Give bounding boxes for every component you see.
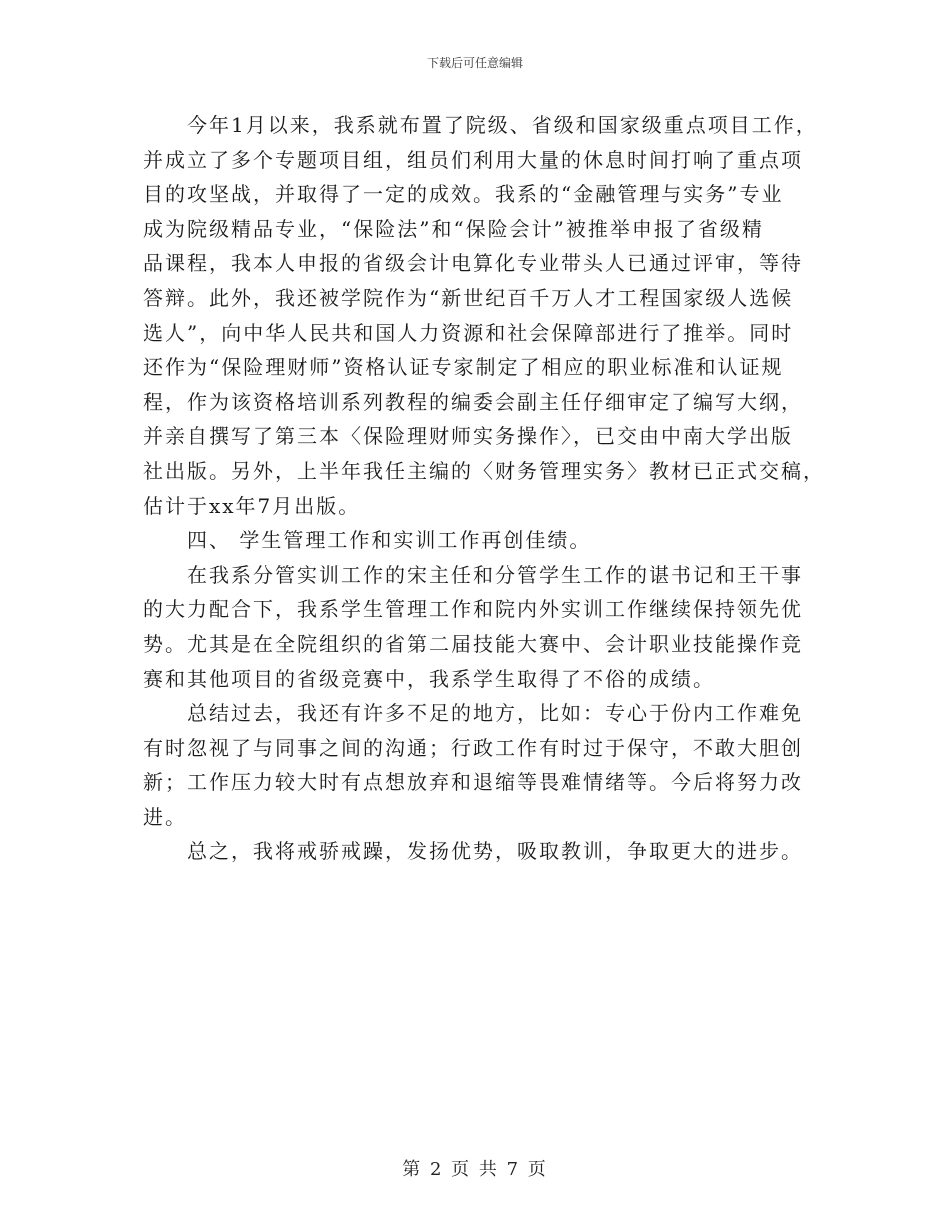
text-line: 势。尤其是在全院组织的省第二届技能大赛中、会计职业技能操作竞 [143, 631, 803, 656]
text-line: 品课程，我本人申报的省级会计电算化专业带头人已通过评审，等待 [143, 251, 803, 276]
text-line: 有时忽视了与同事之间的沟通；行政工作有时过于保守，不敢大胆创 [143, 735, 803, 760]
text-line: 程，作为该资格培训系列教程的编委会副主任仔细审定了编写大纲， [143, 389, 803, 414]
text-line: 总结过去，我还有许多不足的地方，比如：专心于份内工作难免 [187, 701, 803, 726]
text-line: 今年1月以来，我系就布置了院级、省级和国家级重点项目工作， [187, 113, 818, 137]
text-line: 并成立了多个专题项目组，组员们利用大量的休息时间打响了重点项 [143, 147, 803, 172]
text-line: 的大力配合下，我系学生管理工作和院内外实训工作继续保持领先优 [143, 597, 803, 622]
text-line: 新；工作压力较大时有点想放弃和退缩等畏难情绪等。今后将努力改 [143, 770, 803, 795]
text-line: 成为院级精品专业，“保险法”和“保险会计”被推举申报了省级精 [143, 216, 764, 241]
page-header: 下载后可任意编辑 [426, 56, 523, 70]
text-line: 还作为“保险理财师”资格认证专家制定了相应的职业标准和认证规 [143, 355, 784, 380]
text-line: 社出版。另外，上半年我任主编的〈财务管理实务〉教材已正式交稿， [143, 458, 825, 483]
paragraph-projects [143, 108, 825, 523]
document-body [143, 108, 825, 869]
text-line: 估计于xx年7月出版。 [143, 493, 361, 518]
text-line: 进。 [143, 804, 187, 829]
text-line: 并亲自撰写了第三本〈保险理财师实务操作〉，已交由中南大学出版 [143, 424, 793, 449]
text-line: 选人”，向中华人民共和国人力资源和社会保障部进行了推举。同时 [143, 320, 794, 345]
text-line: 赛和其他项目的省级竞赛中，我系学生取得了不俗的成绩。 [143, 666, 715, 691]
page-number: 第 2 页 共 7 页 [402, 1159, 548, 1180]
paragraph-student-management [143, 558, 815, 696]
text-line: 总之，我将戒骄戒躁，发扬优势，吸取教训，争取更大的进步。 [187, 839, 803, 864]
paragraph-shortcomings [143, 696, 815, 834]
text-line: 答辩。此外，我还被学院作为“新世纪百千万人才工程国家级人选候 [143, 285, 794, 310]
section-heading [143, 523, 815, 558]
text-line: 四、 学生管理工作和实训工作再创佳绩。 [187, 528, 592, 553]
text-line: 目的攻坚战，并取得了一定的成效。我系的“金融管理与实务”专业 [143, 182, 784, 207]
text-line: 在我系分管实训工作的宋主任和分管学生工作的谌书记和王干事 [187, 562, 803, 587]
paragraph-conclusion [143, 834, 815, 869]
